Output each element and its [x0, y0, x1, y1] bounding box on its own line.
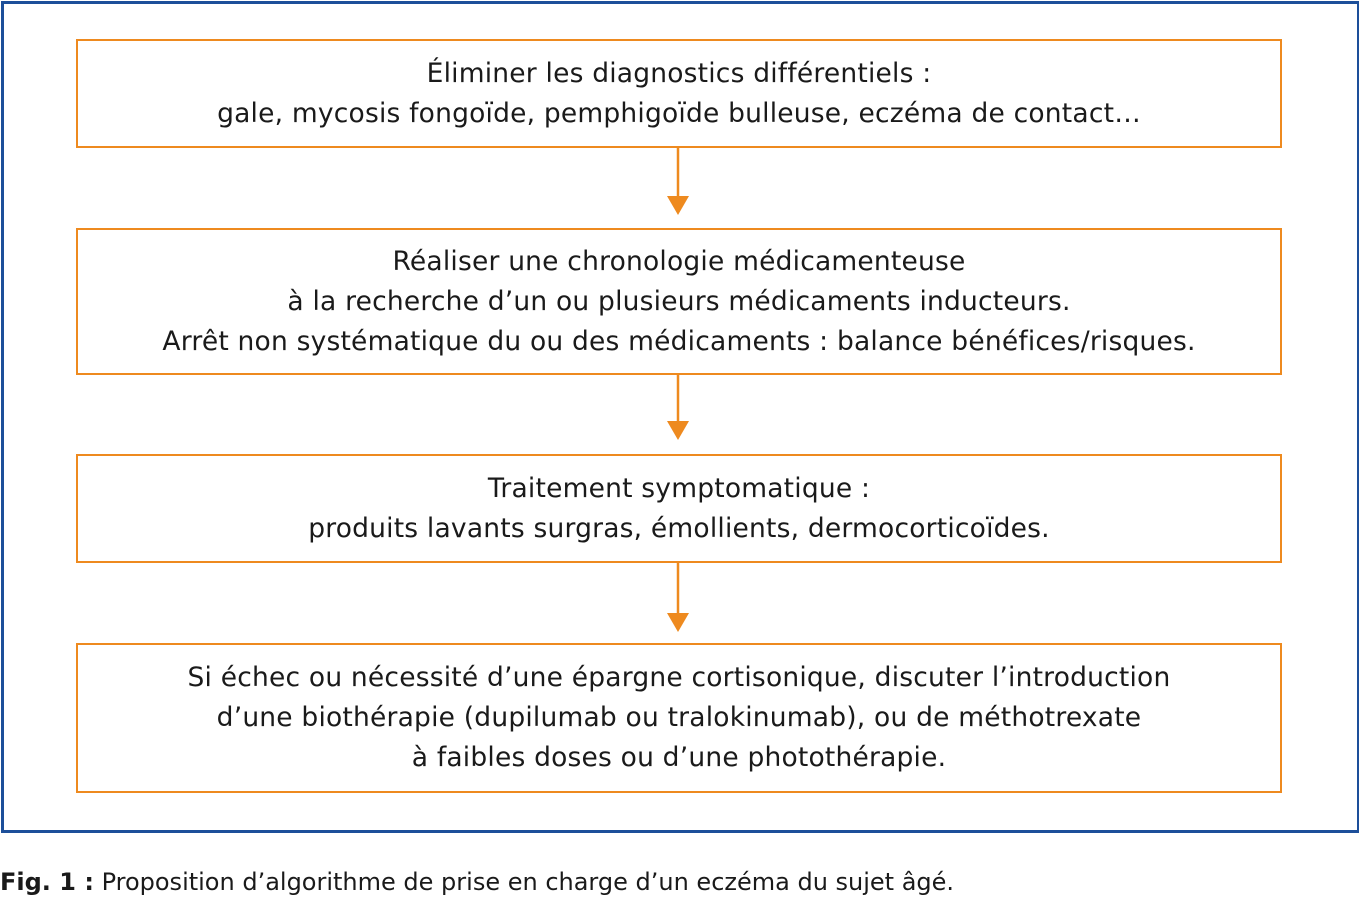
step-2-line-1: Réaliser une chronologie médicamenteuse	[392, 245, 966, 277]
flow-arrow-3	[666, 561, 690, 633]
flow-arrow-2	[666, 373, 690, 441]
figure-caption	[0, 867, 954, 897]
flowchart-step-2	[76, 228, 1282, 375]
step-1-line-2: gale, mycosis fongoïde, pemphigoïde bulleuse, eczéma de contact…	[217, 97, 1141, 129]
figure-caption-label: Fig. 1 :	[0, 868, 94, 896]
step-3-line-1: Traitement symptomatique :	[487, 472, 871, 504]
step-4-line-2: d’une biothérapie (dupilumab ou tralokinumab), ou de méthotrexate	[216, 702, 1142, 733]
step-4-line-1: Si échec ou nécessité d’une épargne cortisonique, discuter l’introduction	[187, 662, 1171, 693]
figure-caption-text: Proposition d’algorithme de prise en charge d’un eczéma du sujet âgé.	[93, 868, 955, 896]
flowchart-step-1	[76, 39, 1282, 148]
step-4-line-3: à faibles doses ou d’une photothérapie.	[411, 742, 947, 773]
step-2-line-2: à la recherche d’un ou plusieurs médicaments inducteurs.	[287, 285, 1071, 317]
step-3-line-2: produits lavants surgras, émollients, dermocorticoïdes.	[308, 512, 1050, 544]
flowchart-step-4	[76, 643, 1282, 793]
step-1-line-1: Éliminer les diagnostics différentiels :	[426, 57, 932, 89]
flow-arrow-1	[666, 146, 690, 216]
flowchart-step-3	[76, 454, 1282, 563]
step-2-line-3: Arrêt non systématique du ou des médicaments : balance bénéfices/risques.	[162, 325, 1196, 357]
